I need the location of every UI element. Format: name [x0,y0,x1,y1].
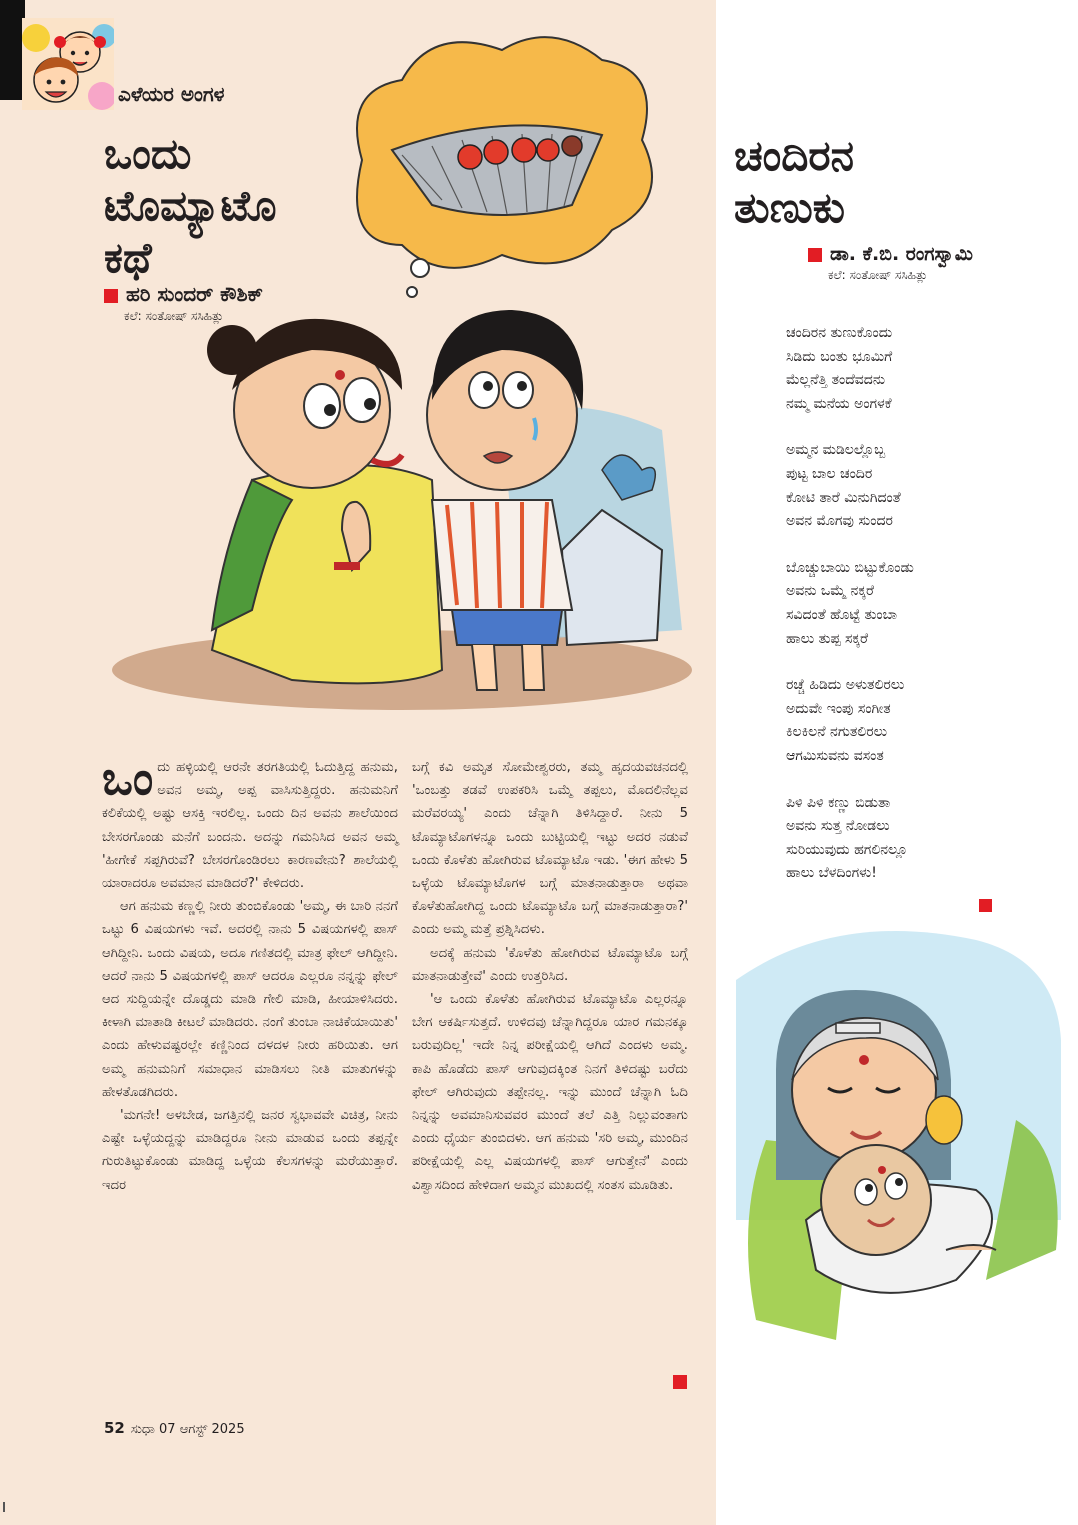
poem-line: ಅಮ್ಮನ ಮಡಿಲಲ್ಲೊಬ್ಬ [786,442,886,459]
article-column-2 [412,756,688,1197]
poem-line: ಬೊಚ್ಚುಬಾಯಿ ಬಿಟ್ಟುಕೊಂಡು [786,559,914,576]
poem-end-mark [979,899,992,912]
left-title-line: ಟೊಮ್ಯಾಟೊ [104,181,277,230]
article-paragraph: ಬಗ್ಗೆ ಕವಿ ಅಮೃತ ಸೋಮೇಶ್ವರರು, ತಮ್ಮ ಹೃದಯವಚನದಲ್ಲಿ 'ಒಂಬತ್ತು ತಡವೆ ಉಪಕರಿಸಿ ಒಮ್ಮೆ ತಪ್ಪಲು, ಮೊದಲಿನೆಲ್ಲವ ಮರೆವರಯ್ಯ' ಎಂದು ಚೆನ್ನಾಗಿ ತಿಳಿಸಿದ್ದಾರೆ. ನೀನು 5 ಟೊಮ್ಯಾಟೊಗಳನ್ನೂ ಒಂದು ಬುಟ್ಟಿಯಲ್ಲಿ ಇಟ್ಟು ಅದರ ನಡುವೆ ಒಂದು ಕೊಳೆತು ಹೋಗಿರುವ ಟೊಮ್ಯಾಟೊ ಇಡು. 'ಈಗ ಹೇಳು 5 ಒಳ್ಳೆಯ ಟೊಮ್ಯಾಟೊಗಳ ಬಗ್ಗೆ ಮಾತನಾಡುತ್ತಾರಾ ಅಥವಾ ಕೊಳೆತುಹೋಗಿದ್ದ ಒಂದು ಟೊಮ್ಯಾಟೊ ಬಗ್ಗೆ ಮಾತನಾಡುತ್ತಾರಾ?' ಎಂದು ಅಮ್ಮ ಮತ್ತೆ ಪ್ರಶ್ನಿಸಿದಳು. [412,760,688,938]
poem-title-line: ಚಂದಿರನ [734,131,854,180]
article-paragraph: 'ಆ ಒಂದು ಕೊಳೆತು ಹೋಗಿರುವ ಟೊಮ್ಯಾಟೊ ಎಲ್ಲರನ್ನೂ ಬೇಗ ಆಕರ್ಷಿಸುತ್ತದೆ. ಉಳಿದವು ಚೆನ್ನಾಗಿದ್ದರೂ ಯಾರ ಗಮನಕ್ಕೂ ಬರುವುದಿಲ್ಲ' ಇದೇ ನಿನ್ನ ಪರೀಕ್ಷೆಯಲ್ಲಿ ಆಗಿದೆ ಎಂದಳು ಅಮ್ಮ. ಕಾಪಿ ಹೊಡೆದು ಪಾಸ್ ಆಗುವುದಕ್ಕಿಂತ ನಿನಗೆ ತಿಳಿದಷ್ಟು ಬರೆದು ಫೇಲ್ ಆಗಿರುವುದು ತಪ್ಪೇನಲ್ಲ. ಇನ್ನು ಮುಂದೆ ಚೆನ್ನಾಗಿ ಓದಿ ನಿನ್ನನ್ನು ಅವಮಾನಿಸುವವರ ಮುಂದೆ ತಲೆ ಎತ್ತಿ ನಿಲ್ಲುವಂತಾಗು ಎಂದು ಧೈರ್ಯ ತುಂಬಿದಳು. ಆಗ ಹನುಮ 'ಸರಿ ಅಮ್ಮ, ಮುಂದಿನ ಪರೀಕ್ಷೆಯಲ್ಲಿ ಎಲ್ಲ ವಿಷಯಗಳಲ್ಲಿ ಪಾಸ್ ಆಗುತ್ತೇನೆ' ಎಂದು ವಿಶ್ವಾಸದಿಂದ ಹೇಳಿದಾಗ ಅಮ್ಮನ ಮುಖದಲ್ಲಿ ಸಂತಸ ಮೂಡಿತು. [412,992,688,1193]
page-number: 52 [104,1419,125,1437]
left-illustration-credit: ಕಲೆ: ಸಂತೋಷ್ ಸಸಿಹಿತ್ಲು [124,309,224,323]
crop-mark [3,1502,5,1512]
poem-illustration-credit: ಕಲೆ: ಸಂತೋಷ್ ಸಸಿಹಿತ್ಲು [828,268,928,282]
left-title-line: ಕಥೆ [104,233,152,282]
left-article-title [104,128,277,284]
poem-line: ಸವಿದಂತೆ ಹೊಟ್ಟೆ ತುಂಬಾ [786,606,898,623]
poem-stanza [786,557,914,651]
poem-line: ಆಗಮಿಸುವನು ವಸಂತ [786,747,884,764]
poem-title [734,130,854,234]
paragraph-text: ದು ಹಳ್ಳಿಯಲ್ಲಿ ಆರನೇ ತರಗತಿಯಲ್ಲಿ ಓದುತ್ತಿದ್ದ ಹನುಮ, ಅವನ ಅಮ್ಮ, ಅಪ್ಪ ವಾಸಿಸುತ್ತಿದ್ದರು. ಹನುಮನಿಗೆ ಕಲಿಕೆಯಲ್ಲಿ ಅಷ್ಟು ಆಸಕ್ತಿ ಇರಲಿಲ್ಲ. ಒಂದು ದಿನ ಅವನು ಶಾಲೆಯಿಂದ ಬೇಸರಗೊಂಡು ಮನೆಗೆ ಬಂದನು. ಅದನ್ನು ಗಮನಿಸಿದ ಅವನ ಅಮ್ಮ 'ಹೀಗೇಕೆ ಸಪ್ಪಗಿರುವೆ? ಬೇಸರಗೊಂಡಿರಲು ಕಾರಣವೇನು? ಶಾಲೆಯಲ್ಲಿ ಯಾರಾದರೂ ಅವಮಾನ ಮಾಡಿದರೆ?' ಕೇಳಿದರು. [102,760,398,892]
poem-line: ಕಿಲಕಿಲನೆ ನಗುತಲಿರಲು [786,724,888,741]
poem-author [808,243,973,265]
poem-line: ಅವನು ಸುತ್ತ ನೋಡಲು [786,818,890,835]
poem-line: ನಮ್ಮ ಮನೆಯ ಅಂಗಳಕೆ [786,395,892,412]
author-bullet [808,248,822,262]
left-article-author [104,282,263,306]
poem-body [786,322,914,909]
poem-title-line: ತುಣುಕು [734,183,846,232]
poem-line: ಹಾಲು ಬೆಳದಿಂಗಳು! [786,865,877,882]
magazine-issue: ಸುಧಾ 07 ಆಗಸ್ಟ್ 2025 [130,1422,245,1437]
poem-line: ಸಿಡಿದು ಬಂತು ಭೂಮಿಗೆ [786,348,893,365]
poem-line: ಅವನು ಒಮ್ಮೆ ನಕ್ಕರೆ [786,583,874,600]
article-paragraph [102,751,398,895]
poem-stanza [786,674,914,768]
article-paragraph: ಅದಕ್ಕೆ ಹನುಮ 'ಕೊಳೆತು ಹೋಗಿರುವ ಟೊಮ್ಯಾಟೊ ಬಗ್ಗೆ ಮಾತನಾಡುತ್ತೇವೆ' ಎಂದು ಉತ್ತರಿಸಿದ. [412,945,688,984]
poem-line: ಕೋಟಿ ತಾರೆ ಮಿನುಗಿದಂತೆ [786,489,901,506]
poem-stanza [786,792,914,886]
poem-illustration [716,920,1078,1360]
page-footer [104,1419,245,1437]
poem-line: ಸುರಿಯುವುದು ಹಗಲಿನಲ್ಲೂ [786,841,908,858]
section-label: ಎಳೆಯರ ಅಂಗಳ [118,82,225,106]
article-paragraph: ಆಗ ಹನುಮ ಕಣ್ಣಲ್ಲಿ ನೀರು ತುಂಬಿಕೊಂಡು 'ಅಮ್ಮ, ಈ ಬಾರಿ ನನಗೆ ಒಟ್ಟು 6 ವಿಷಯಗಳು ಇವೆ. ಅದರಲ್ಲಿ ನಾನು 5 ವಿಷಯಗಳಲ್ಲಿ ಪಾಸ್ ಆಗಿದ್ದೀನಿ. ಒಂದು ವಿಷಯ, ಅದೂ ಗಣಿತದಲ್ಲಿ ಮಾತ್ರ ಫೇಲ್ ಆಗಿದ್ದೀನಿ. ಆದರೆ ನಾನು 5 ವಿಷಯಗಳಲ್ಲಿ ಪಾಸ್ ಆದರೂ ಎಲ್ಲರೂ ನನ್ನನ್ನು ಫೇಲ್ ಆದ ಸುದ್ದಿಯನ್ನೇ ದೊಡ್ಡದು ಮಾಡಿ ಗೇಲಿ ಮಾಡಿ, ಹೀಯಾಳಿಸಿದರು. ಕೀಳಾಗಿ ಮಾತಾಡಿ ಕೀಟಲೆ ಮಾಡಿದರು. ನಂಗೆ ತುಂಬಾ ನಾಚಿಕೆಯಾಯಿತು' ಎಂದು ಹೇಳುವಷ್ಟರಲ್ಲೇ ಕಣ್ಣಿನಿಂದ ದಳದಳ ನೀರು ಹರಿಯಿತು. ಆಗ ಅಮ್ಮ ಹನುಮನಿಗೆ ಸಮಾಧಾನ ಮಾಡಿಸಲು ನೀತಿ ಮಾತುಗಳನ್ನು ಹೇಳತೊಡಗಿದರು. [102,899,398,1100]
poem-stanza [786,322,914,416]
left-title-line: ಒಂದು [104,129,192,178]
article-column-1 [102,751,398,1197]
poem-line: ಪಿಳಿ ಪಿಳಿ ಕಣ್ಣು ಬಿಡುತಾ [786,794,891,811]
left-author-name: ಹರಿ ಸುಂದರ್ ಕೌಶಿಕ್ [126,282,264,306]
poem-stanza [786,439,914,533]
poem-line: ಹಾಲು ತುಪ್ಪ ಸಕ್ಕರೆ [786,630,869,647]
poem-line: ಮೆಲ್ಲನೆತ್ತಿ ತಂದೆವದನು [786,372,886,389]
article-paragraph: 'ಮಗನೇ! ಅಳಬೇಡ, ಜಗತ್ತಿನಲ್ಲಿ ಜನರ ಸ್ವಭಾವವೇ ವಿಚಿತ್ರ, ನೀನು ಎಷ್ಟೇ ಒಳ್ಳೆಯದ್ದನ್ನು ಮಾಡಿದ್ದರೂ ನೀನು ಮಾಡುವ ಒಂದು ತಪ್ಪನ್ನೇ ಗುರುತಿಟ್ಟುಕೊಂಡು ಮಾಡಿದ್ದ ಒಳ್ಳೆಯ ಕೆಲಸಗಳನ್ನು ಮರೆಯುತ್ತಾರೆ. ಇದರ [102,1108,398,1193]
poem-line: ಅವನ ಮೊಗವು ಸುಂದರ [786,513,893,530]
kids-section-logo [22,18,114,110]
poem-author-name: ಡಾ. ಕೆ.ಬಿ. ರಂಗಸ್ವಾಮಿ [830,243,973,265]
poem-line: ಪುಟ್ಟ ಬಾಲ ಚಂದಿರ [786,465,873,482]
drop-cap: ಒಂ [102,751,154,805]
poem-line: ಅದುವೇ ಇಂಪು ಸಂಗೀತ [786,700,891,717]
author-bullet [104,289,118,303]
poem-line: ರಚ್ಚೆ ಹಿಡಿದು ಅಳುತಲಿರಲು [786,677,905,694]
article-end-mark [673,1375,687,1389]
poem-line: ಚಂದಿರನ ತುಣುಕೊಂದು [786,325,893,341]
